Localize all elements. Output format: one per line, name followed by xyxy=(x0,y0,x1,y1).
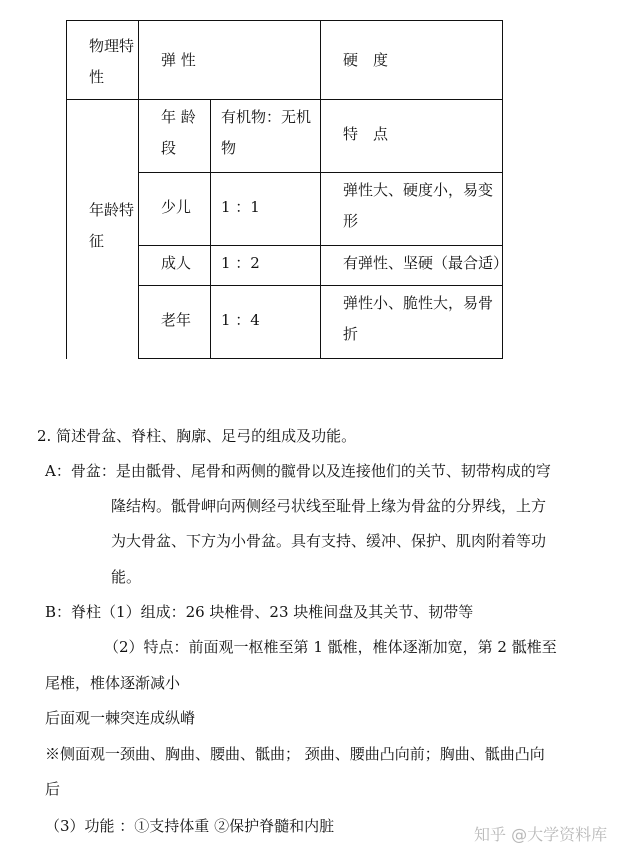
table-row-elder-feature xyxy=(343,288,493,350)
answer-b-features-cont: 尾椎，椎体逐渐减小 xyxy=(45,674,181,692)
zhihu-watermark: 知乎 @大学资料库 xyxy=(474,825,608,844)
answer-b-lateral-view-cont: 后 xyxy=(45,780,61,798)
answer-a-line2: 隆结构。骶骨岬向两侧经弓状线至耻骨上缘为骨盆的分界线，上方 xyxy=(111,497,547,515)
row-group-age-feature-line2: 征 xyxy=(89,232,105,250)
table-row-child-feature xyxy=(343,175,493,237)
table-row-elder-feature-line1: 弹性小、脆性大，易骨 xyxy=(343,294,494,312)
table-row-child-age: 少儿 xyxy=(161,198,192,216)
table-border-top xyxy=(66,20,503,21)
table-row-adult-feature: 有弹性、坚硬（最合适） xyxy=(343,254,509,272)
subheader-ratio-line2: 物 xyxy=(221,139,237,157)
table-row-elder-age: 老年 xyxy=(161,311,192,329)
answer-a-line3: 为大骨盆、下方为小骨盆。具有支持、缓冲、保护、肌肉附着等功 xyxy=(111,532,547,550)
header-hardness: 硬 度 xyxy=(343,51,389,69)
row-group-age-feature-line1: 年龄特 xyxy=(89,201,135,219)
answer-b-features: （2）特点：前面观一枢椎至第 1 骶椎，椎体逐渐加宽，第 2 骶椎至 xyxy=(104,638,557,656)
answer-b-lateral-view: ※侧面观一颈曲、胸曲、腰曲、骶曲； 颈曲、腰曲凸向前；胸曲、骶曲凸向 xyxy=(45,745,545,763)
answer-b-functions: （3）功能 ：①支持体重 ②保护脊髓和内脏 xyxy=(45,817,335,835)
table-row-child-ratio: 1 ：1 xyxy=(221,198,260,216)
answer-b-posterior-view: 后面观一棘突连成纵嵴 xyxy=(45,709,196,727)
subheader-ratio xyxy=(221,102,311,164)
header-physical-property-line2: 性 xyxy=(89,68,105,86)
table-row-child-feature-line1: 弹性大、硬度小，易变 xyxy=(343,181,494,199)
row-group-age-feature xyxy=(89,195,134,257)
table-border-left xyxy=(66,20,67,359)
table-row-adult-ratio: 1 ：2 xyxy=(221,254,260,272)
table-row-elder-ratio: 1 ：4 xyxy=(221,311,260,329)
subheader-age-line2: 段 xyxy=(161,139,177,157)
header-elasticity: 弹 性 xyxy=(161,51,196,69)
subheader-feature: 特 点 xyxy=(343,125,389,143)
bone-properties-table xyxy=(0,0,635,370)
subheader-ratio-line1: 有机物：无机 xyxy=(221,108,312,126)
table-row-elder-feature-line2: 折 xyxy=(343,325,359,343)
table-header-divider xyxy=(66,99,503,100)
table-row-adult-age: 成人 xyxy=(161,254,192,272)
header-physical-property-line1: 物理特 xyxy=(89,37,135,55)
table-col-divider-3 xyxy=(320,20,321,359)
table-row-child-feature-line2: 形 xyxy=(343,212,359,230)
header-physical-property xyxy=(89,31,134,93)
answer-a-line1: A：骨盆：是由骶骨、尾骨和两侧的髋骨以及连接他们的关节、韧带构成的穹 xyxy=(45,462,551,480)
answer-a-line4: 能。 xyxy=(111,568,142,586)
table-col-divider-1 xyxy=(138,20,139,359)
question-2: 2. 简述骨盆、脊柱、胸廓、足弓的组成及功能。 xyxy=(37,427,357,445)
table-border-right xyxy=(502,20,503,359)
subheader-age xyxy=(161,102,196,164)
table-col-divider-2 xyxy=(210,99,211,359)
subheader-age-line1: 年 龄 xyxy=(161,108,196,126)
answer-b-composition: B：脊柱（1）组成：26 块椎骨、23 块椎间盘及其关节、韧带等 xyxy=(45,603,474,621)
